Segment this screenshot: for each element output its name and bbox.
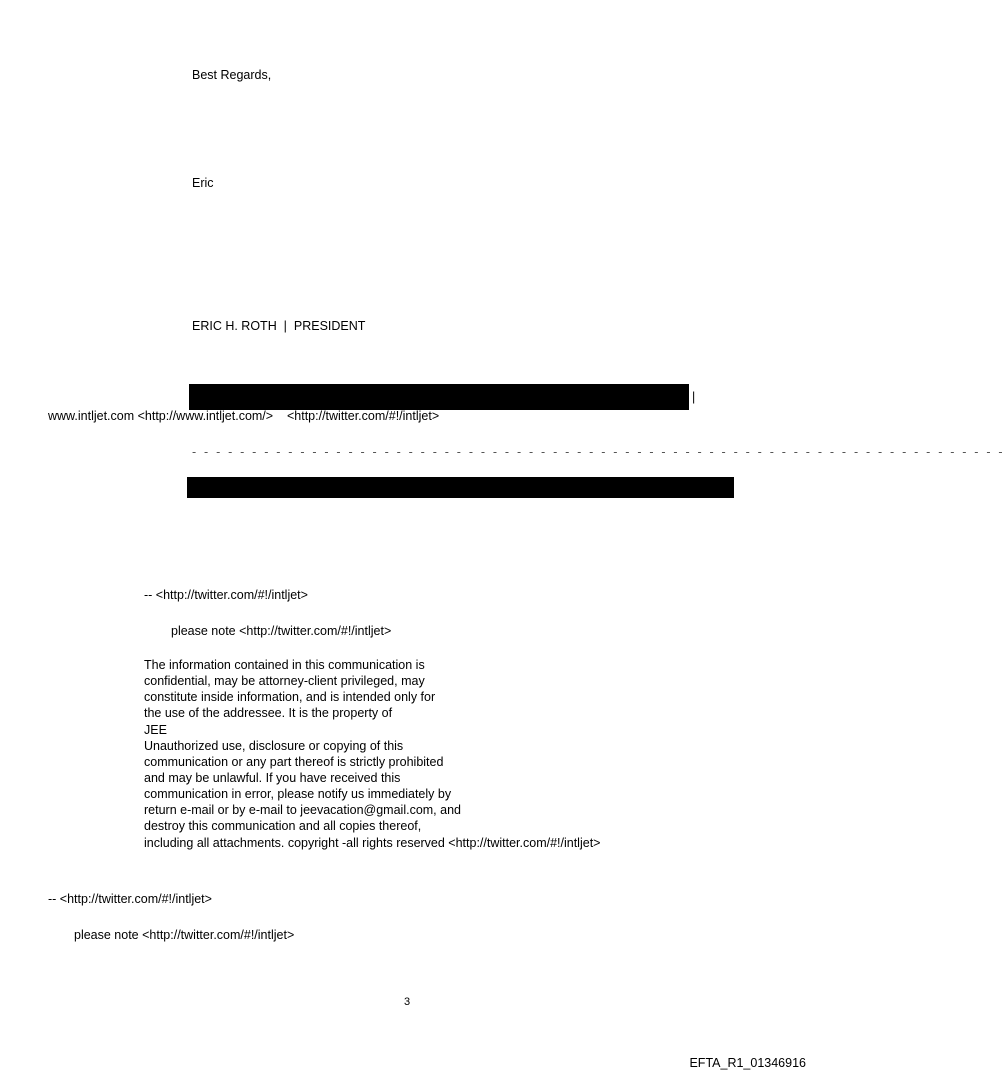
closing-text: Best Regards, bbox=[192, 68, 272, 82]
disclaimer-line: communication or any part thereof is strictly prohibited bbox=[144, 754, 444, 769]
disclaimer-line: JEE bbox=[144, 722, 167, 737]
disclaimer-line: Unauthorized use, disclosure or copying of this bbox=[144, 738, 404, 753]
inner-please-note: please note <http://twitter.com/#!/intljet> bbox=[171, 624, 392, 638]
disclaimer-line: destroy this communication and all copies thereof, bbox=[144, 819, 422, 834]
outer-please-note: please note <http://twitter.com/#!/intljet> bbox=[74, 928, 295, 942]
redaction-trailing-pipe: | bbox=[692, 390, 696, 404]
bates-number: EFTA_R1_01346916 bbox=[689, 1056, 806, 1070]
disclaimer-line: including all attachments. copyright -all rights reserved <http://twitter.com/#!/intljet> bbox=[144, 835, 601, 850]
disclaimer-line: confidential, may be attorney-client privileged, may bbox=[144, 674, 425, 689]
outer-twitter-line: -- <http://twitter.com/#!/intljet> bbox=[48, 892, 212, 906]
inner-twitter-line: -- <http://twitter.com/#!/intljet> bbox=[144, 588, 308, 602]
disclaimer-line: constitute inside information, and is intended only for bbox=[144, 690, 436, 705]
separator-line: - - - - - - - - - - - - - - - - - - - - - - - - - - - - - - - - - - - - - - - - - - - - - - - - - - - - - - - - - - - - - - - - - - - - bbox=[192, 445, 1005, 459]
page-number: 3 bbox=[404, 996, 411, 1008]
disclaimer-line: return e-mail or by e-mail to jeevacation@gmail.com, and bbox=[144, 803, 461, 818]
disclaimer-line: the use of the addressee. It is the property of bbox=[144, 706, 393, 721]
disclaimer-line: communication in error, please notify us immediately by bbox=[144, 787, 452, 802]
website-line: www.intljet.com <http://www.intljet.com/> <http://twitter.com/#!/intljet> bbox=[48, 409, 440, 423]
signer-title-line: ERIC H. ROTH | PRESIDENT bbox=[192, 319, 366, 333]
disclaimer-line: The information contained in this communication is bbox=[144, 658, 425, 672]
signer-first-name: Eric bbox=[192, 176, 214, 190]
confidentiality-disclaimer bbox=[144, 657, 704, 851]
redaction-bar-2 bbox=[187, 477, 734, 498]
disclaimer-line: and may be unlawful. If you have received this bbox=[144, 770, 401, 785]
redaction-bar-1 bbox=[189, 384, 689, 410]
